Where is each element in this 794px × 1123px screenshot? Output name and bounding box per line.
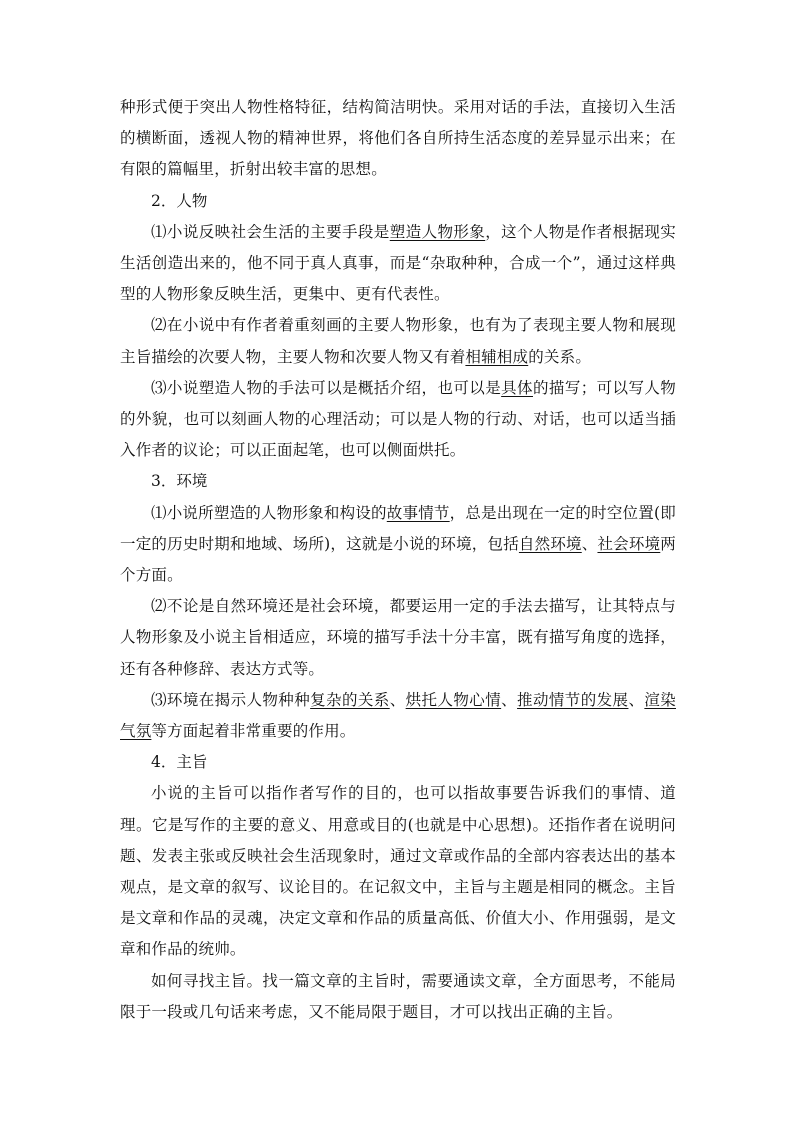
section-heading-theme: 4．主旨 (151, 753, 208, 772)
underlined-term: 复杂的关系 (310, 690, 390, 709)
text-run: 两个方面。 (120, 534, 676, 585)
environment-paragraph-2: ⑵不论是自然环境还是社会环境，都要运用一定的手法去描写，让其特点与人物形象及小说主旨相适应，环境的描写手法十分丰富，既有描写角度的选择，还有各种修辞、表达方式等。 (120, 597, 676, 678)
text-run: 的描写；可以写人物的外貌，也可以刻画人物的心理活动；可以是人物的行动、对话，也可以适当插入作者的议论；可以正面起笔，也可以侧面烘托。 (120, 378, 677, 460)
text-run: 、 (628, 690, 645, 709)
underlined-term: 塑造人物形象 (389, 222, 486, 241)
text-run: ⑵在小说中有作者着重刻画的主要人物形象，也有为了表现主要人物和展现主旨描绘的次要人物，主要人物和次要人物又有着 (120, 316, 676, 366)
intro-paragraph: 种形式便于突出人物性格特征，结构简洁明快。采用对话的手法，直接切入生活的横断面，透视人物的精神世界，将他们各自所持生活态度的差异显示出来；在有限的篇幅里，折射出较丰富的思想。 (120, 98, 676, 179)
document-page (120, 92, 676, 1028)
underlined-term: 烘托人物心情 (405, 690, 502, 709)
underlined-term: 故事情节 (386, 503, 450, 522)
underlined-term: 渲染气氛 (120, 690, 676, 741)
text-run: ⑴小说反映社会生活的主要手段是 (151, 222, 390, 241)
text-run: ⑴小说所塑造的人物形象和构设的 (151, 503, 387, 522)
section-heading-environment: 3．环境 (151, 472, 208, 491)
theme-paragraph-1: 小说的主旨可以指作者写作的目的，也可以指故事要告诉我们的事情、道理。它是写作的主要的意义、用意或目的(也就是中心思想)。还指作者在说明问题、发表主张或反映社会生活现象时，通过文章或作品的全部内容表达出的基本观点，是文章的叙写、议论目的。在记叙文中，主旨与主题是相同的概念。主旨是文章和作品的灵魂，决定文章和作品的质量高低、价值大小、作用强弱，是文章和作品的统帅。 (120, 784, 676, 959)
characters-paragraph-2 (120, 310, 676, 372)
environment-paragraph-3 (120, 685, 676, 747)
characters-paragraph-1 (120, 217, 676, 311)
text-run: ⑶环境在揭示人物种种 (151, 690, 311, 709)
text-run: ，总是出现在一定的时空位置(即一定的历史时期和地域、场所)，这就是小说的环境，包括 (120, 503, 676, 553)
text-run: ，这个人物是作者根据现实生活创造出来的，他不同于真人真事，而是“杂取种种，合成一个”，通过这样典型的人物形象反映生活，更集中、更有代表性。 (120, 222, 676, 304)
text-run: 的关系。 (528, 347, 592, 366)
underlined-term: 自然环境 (518, 534, 582, 553)
characters-paragraph-3 (120, 373, 676, 467)
section-heading-characters: 2．人物 (151, 191, 208, 210)
text-run: 等方面起着非常重要的作用。 (151, 722, 356, 741)
underlined-term: 推动情节的发展 (517, 690, 629, 709)
theme-paragraph-2: 如何寻找主旨。找一篇文章的主旨时，需要通读文章，全方面思考，不能局限于一段或几句话来考虑，又不能局限于题目，才可以找出正确的主旨。 (120, 971, 676, 1021)
text-run: 、 (581, 534, 598, 553)
text-run: ⑶小说塑造人物的手法可以是概括介绍，也可以是 (151, 378, 502, 397)
environment-paragraph-1 (120, 498, 676, 592)
underlined-term: 具体 (501, 378, 533, 397)
text-run: 、 (389, 690, 406, 709)
underlined-term: 社会环境 (597, 534, 661, 553)
underlined-term: 相辅相成 (465, 347, 529, 366)
text-run: 、 (501, 690, 518, 709)
